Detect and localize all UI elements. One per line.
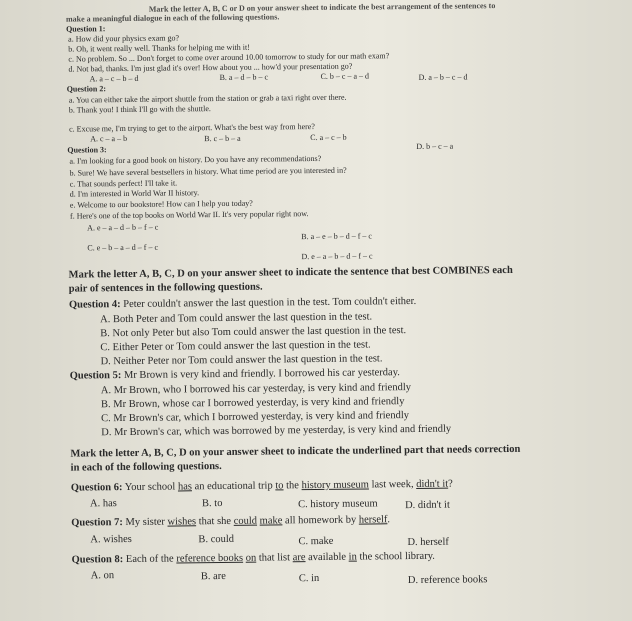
option: B. Not only Peter but also Tom could answer the last question in the test. <box>100 325 407 340</box>
stem-text: the school library. <box>356 550 435 563</box>
option: C. e – b – a – d – f – c <box>87 242 159 253</box>
option: B. c – b – a <box>204 133 241 144</box>
stem-text: Peter couldn't answer the last question in the test. Tom couldn't either. <box>120 295 417 311</box>
underlined-part: are <box>292 552 306 564</box>
underlined-part: on <box>245 552 257 564</box>
option: D. Mr Brown's car, which was borrowed by me yesterday, is very kind and friendly <box>101 423 452 439</box>
option: B. could <box>198 533 235 546</box>
instruction-line: make a meaningful dialogue in each of the following questions. <box>65 12 280 24</box>
question-stem <box>70 368 400 382</box>
option: C. make <box>298 535 334 548</box>
stem-text: an educational trip <box>191 480 276 493</box>
stem-text: Your school <box>122 481 178 494</box>
question-label: Question 7: <box>71 517 123 529</box>
section-instruction: in each of the following questions. <box>70 460 222 474</box>
dialogue-line: d. Not bad, thanks. I'm just glad it's over! How about you ... how'd your presentation go? <box>68 61 353 74</box>
option: A. wishes <box>90 533 132 546</box>
option: D. Neither Peter nor Tom could answer the last question in the test. <box>100 353 383 368</box>
dialogue-line: c. Excuse me, I'm trying to get to the airport. What's the best way from here? <box>69 122 315 134</box>
underlined-part: history museum <box>301 479 369 492</box>
question-label: Question 3: <box>67 145 107 155</box>
question-stem <box>69 297 416 311</box>
option: C. Either Peter or Tom could answer the last question in the test. <box>100 339 371 354</box>
question-stem <box>72 552 435 566</box>
option: A. a – c – b – d <box>89 73 139 84</box>
question-label: Question 6: <box>70 482 123 494</box>
section-instruction: Mark the letter A, B, C, D on your answer sheet to indicate the underlined part that needs correction <box>70 443 521 460</box>
dialogue-line: a. I'm looking for a good book on history. Do you have any recommendations? <box>69 153 322 166</box>
underlined-part: has <box>177 481 192 493</box>
underlined-part: make <box>259 515 283 527</box>
instruction-line: Mark the letter A, B, C or D on your answer sheet to indicate the best arrangement of the sentences to <box>148 1 496 14</box>
option: B. to <box>201 497 223 510</box>
option: D. reference books <box>407 574 488 587</box>
option: D. a – b – c – d <box>418 72 468 82</box>
stem-text: Each of the <box>123 553 177 566</box>
option: B. a – e – b – d – f – c <box>301 231 372 242</box>
option: C. b – c – a – d <box>320 71 370 81</box>
stem-text: that list <box>256 552 293 564</box>
underlined-part: reference books <box>176 552 244 565</box>
stem-text: Mr Brown is very kind and friendly. I borrowed his car yesterday. <box>121 367 400 382</box>
stem-text: . <box>387 514 391 526</box>
dialogue-line: e. Welcome to our bookstore! How can I help you today? <box>69 198 253 210</box>
dialogue-line: d. I'm interested in World War II history. <box>69 188 200 199</box>
underlined-part: wishes <box>167 516 197 528</box>
stem-text: the <box>283 480 302 492</box>
option: A. e – a – d – b – f – c <box>87 222 159 233</box>
option: C. in <box>298 572 320 585</box>
option: C. Mr Brown's car, which I borrowed yesterday, is very kind and friendly <box>101 410 410 425</box>
question-label: Question 1: <box>66 24 106 34</box>
option: C. history museum <box>297 498 378 511</box>
option: D. herself <box>407 536 449 549</box>
underlined-part: herself <box>358 514 388 526</box>
underlined-part: could <box>233 515 258 527</box>
question-label: Question 5: <box>69 370 122 382</box>
dialogue-line: b. Thank you! I think I'll go with the shuttle. <box>68 104 211 115</box>
option: A. c – a – b <box>90 133 128 144</box>
question-label: Question 8: <box>71 554 124 566</box>
stem-text: ? <box>448 478 453 490</box>
underlined-part: in <box>348 551 357 563</box>
option: D. b – c – a <box>416 141 454 151</box>
dialogue-line: a. How did your physics exam go? <box>68 33 180 44</box>
section-instruction: Mark the letter A, B, C, D on your answer sheet to indicate the sentence that best COMBINES each <box>68 264 513 281</box>
dialogue-line: c. No problem. So ... Don't forget to come over around 10.00 tomorrow to study for our math exam? <box>68 51 390 64</box>
stem-text: available <box>305 551 349 564</box>
dialogue-line: f. Here's one of the top books on World War II. It's very popular right now. <box>69 209 309 221</box>
stem-text: that she <box>196 515 234 528</box>
section-instruction: pair of sentences in the following questions. <box>68 281 263 295</box>
underlined-part: didn't it <box>416 478 449 490</box>
underlined-part: to <box>275 480 284 492</box>
option: D. didn't it <box>405 499 450 512</box>
option: A. has <box>89 498 117 510</box>
dialogue-line: b. Oh, it went really well. Thanks for helping me with it! <box>68 42 250 54</box>
question-label: Question 4: <box>68 299 121 311</box>
question-label: Question 2: <box>66 84 107 94</box>
stem-text: all homework by <box>282 514 359 527</box>
option: A. Both Peter and Tom could answer the last question in the test. <box>100 311 373 326</box>
option: D. e – a – b – d – f – c <box>301 251 373 262</box>
option: C. a – c – b <box>310 132 347 143</box>
option: B. a – d – b – c <box>219 72 269 82</box>
dialogue-line: b. Sure! We have several bestsellers in history. What time period are you interested in? <box>69 165 347 178</box>
option: A. Mr Brown, who I borrowed his car yesterday, is very kind and friendly <box>100 382 412 397</box>
dialogue-line: a. You can either take the airport shuttle from the station or grab a taxi right over there. <box>68 92 347 105</box>
option: A. on <box>90 570 115 582</box>
option: B. are <box>200 570 226 583</box>
question-stem <box>71 480 453 494</box>
stem-text: last week, <box>368 478 417 491</box>
question-stem <box>71 515 390 529</box>
stem-text: My sister <box>122 516 168 529</box>
dialogue-line: c. That sounds perfect! I'll take it. <box>69 178 178 189</box>
option: B. Mr Brown, whose car I borrowed yesterday, is very kind and friendly <box>100 396 405 411</box>
